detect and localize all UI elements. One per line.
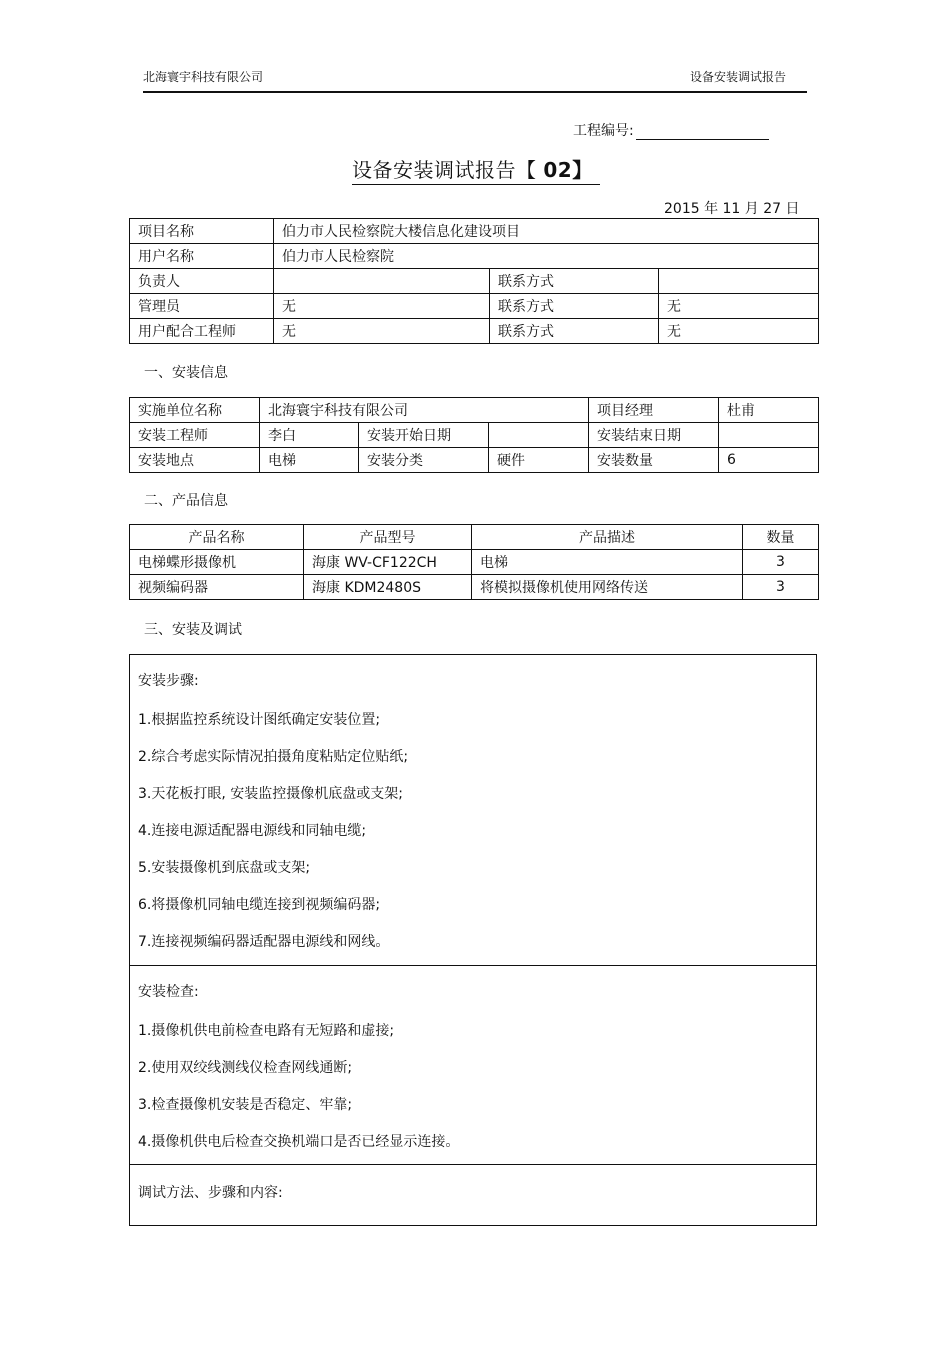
column-header: 产品型号 (304, 525, 472, 550)
pm-value: 杜甫 (719, 398, 819, 423)
list-item: 4.连接电源适配器电源线和同轴电缆; (138, 823, 367, 839)
product-model-cell: 海康 WV-CF122CH (304, 550, 472, 575)
table-row (130, 244, 819, 269)
header-company: 北海寰宇科技有限公司 (143, 70, 264, 84)
column-header: 数量 (743, 525, 819, 550)
table-row (130, 550, 819, 575)
product-qty-cell: 3 (743, 575, 819, 600)
category-value: 硬件 (489, 448, 589, 473)
title-text: 设备安装调试报告【 (352, 158, 537, 182)
quantity-label: 安装数量 (589, 448, 719, 473)
header-divider (143, 91, 807, 93)
quantity-value: 6 (719, 448, 819, 473)
admin-label: 管理员 (130, 294, 274, 319)
page-title (352, 154, 600, 185)
table-row (130, 269, 819, 294)
section-title-install-info: 一、安装信息 (144, 365, 228, 381)
list-item: 1.根据监控系统设计图纸确定安装位置; (138, 712, 381, 728)
end-date-label: 安装结束日期 (589, 423, 719, 448)
steps-title: 安装步骤: (138, 673, 199, 689)
section-title-install-debug: 三、安装及调试 (144, 622, 242, 638)
table-row (130, 319, 819, 344)
list-item: 2.综合考虑实际情况拍摄角度粘贴定位贴纸; (138, 749, 409, 765)
check-title: 安装检查: (138, 984, 199, 1000)
table-row (130, 448, 819, 473)
table-header-row (130, 525, 819, 550)
table-row (130, 219, 819, 244)
report-date: 2015 年 11 月 27 日 (664, 201, 800, 217)
user-name-label: 用户名称 (130, 244, 274, 269)
section-title-product-info: 二、产品信息 (144, 493, 228, 509)
start-date-value (489, 423, 589, 448)
leader-contact-value (659, 269, 819, 294)
admin-contact-value: 无 (659, 294, 819, 319)
admin-contact-label: 联系方式 (490, 294, 659, 319)
list-item: 7.连接视频编码器适配器电源线和网线。 (138, 934, 390, 950)
product-model-cell: 海康 KDM2480S (304, 575, 472, 600)
basic-info-table (129, 218, 819, 344)
admin-value: 无 (274, 294, 490, 319)
list-item: 1.摄像机供电前检查电路有无短路和虚接; (138, 1023, 395, 1039)
category-label: 安装分类 (359, 448, 489, 473)
project-number (573, 120, 769, 140)
project-name-label: 项目名称 (130, 219, 274, 244)
list-item: 3.天花板打眼, 安装监控摄像机底盘或支架; (138, 786, 403, 802)
table-row (130, 294, 819, 319)
table-row (130, 575, 819, 600)
project-number-label: 工程编号: (573, 123, 634, 139)
unit-label: 实施单位名称 (130, 398, 260, 423)
end-date-value (719, 423, 819, 448)
start-date-label: 安装开始日期 (359, 423, 489, 448)
leader-label: 负责人 (130, 269, 274, 294)
location-label: 安装地点 (130, 448, 260, 473)
user-name-value: 伯力市人民检察院 (274, 244, 819, 269)
debug-title: 调试方法、步骤和内容: (138, 1185, 283, 1201)
list-item: 6.将摄像机同轴电缆连接到视频编码器; (138, 897, 381, 913)
engineer-value: 无 (274, 319, 490, 344)
product-desc-cell: 将模拟摄像机使用网络传送 (472, 575, 743, 600)
engineer-contact-value: 无 (659, 319, 819, 344)
column-header: 产品描述 (472, 525, 743, 550)
pm-label: 项目经理 (589, 398, 719, 423)
debug-box (129, 1164, 817, 1226)
project-number-blank (636, 125, 769, 140)
column-header: 产品名称 (130, 525, 304, 550)
title-number: 02】 (543, 158, 593, 182)
location-value: 电梯 (260, 448, 359, 473)
list-item: 2.使用双绞线测线仪检查网线通断; (138, 1060, 353, 1076)
leader-contact-label: 联系方式 (490, 269, 659, 294)
table-row (130, 398, 819, 423)
list-item: 4.摄像机供电后检查交换机端口是否已经显示连接。 (138, 1134, 460, 1150)
engineer-label: 用户配合工程师 (130, 319, 274, 344)
product-qty-cell: 3 (743, 550, 819, 575)
product-name-cell: 电梯蝶形摄像机 (130, 550, 304, 575)
list-item: 3.检查摄像机安装是否稳定、牢靠; (138, 1097, 353, 1113)
list-item: 5.安装摄像机到底盘或支架; (138, 860, 311, 876)
installer-label: 安装工程师 (130, 423, 260, 448)
project-name-value: 伯力市人民检察院大楼信息化建设项目 (274, 219, 819, 244)
installer-value: 李白 (260, 423, 359, 448)
product-table (129, 524, 819, 600)
engineer-contact-label: 联系方式 (490, 319, 659, 344)
install-check-box (129, 965, 817, 1165)
leader-value (274, 269, 490, 294)
unit-value: 北海寰宇科技有限公司 (260, 398, 589, 423)
table-row (130, 423, 819, 448)
product-desc-cell: 电梯 (472, 550, 743, 575)
header-doc-name: 设备安装调试报告 (690, 70, 787, 84)
product-name-cell: 视频编码器 (130, 575, 304, 600)
install-info-table (129, 397, 819, 473)
install-steps-box (129, 654, 817, 966)
